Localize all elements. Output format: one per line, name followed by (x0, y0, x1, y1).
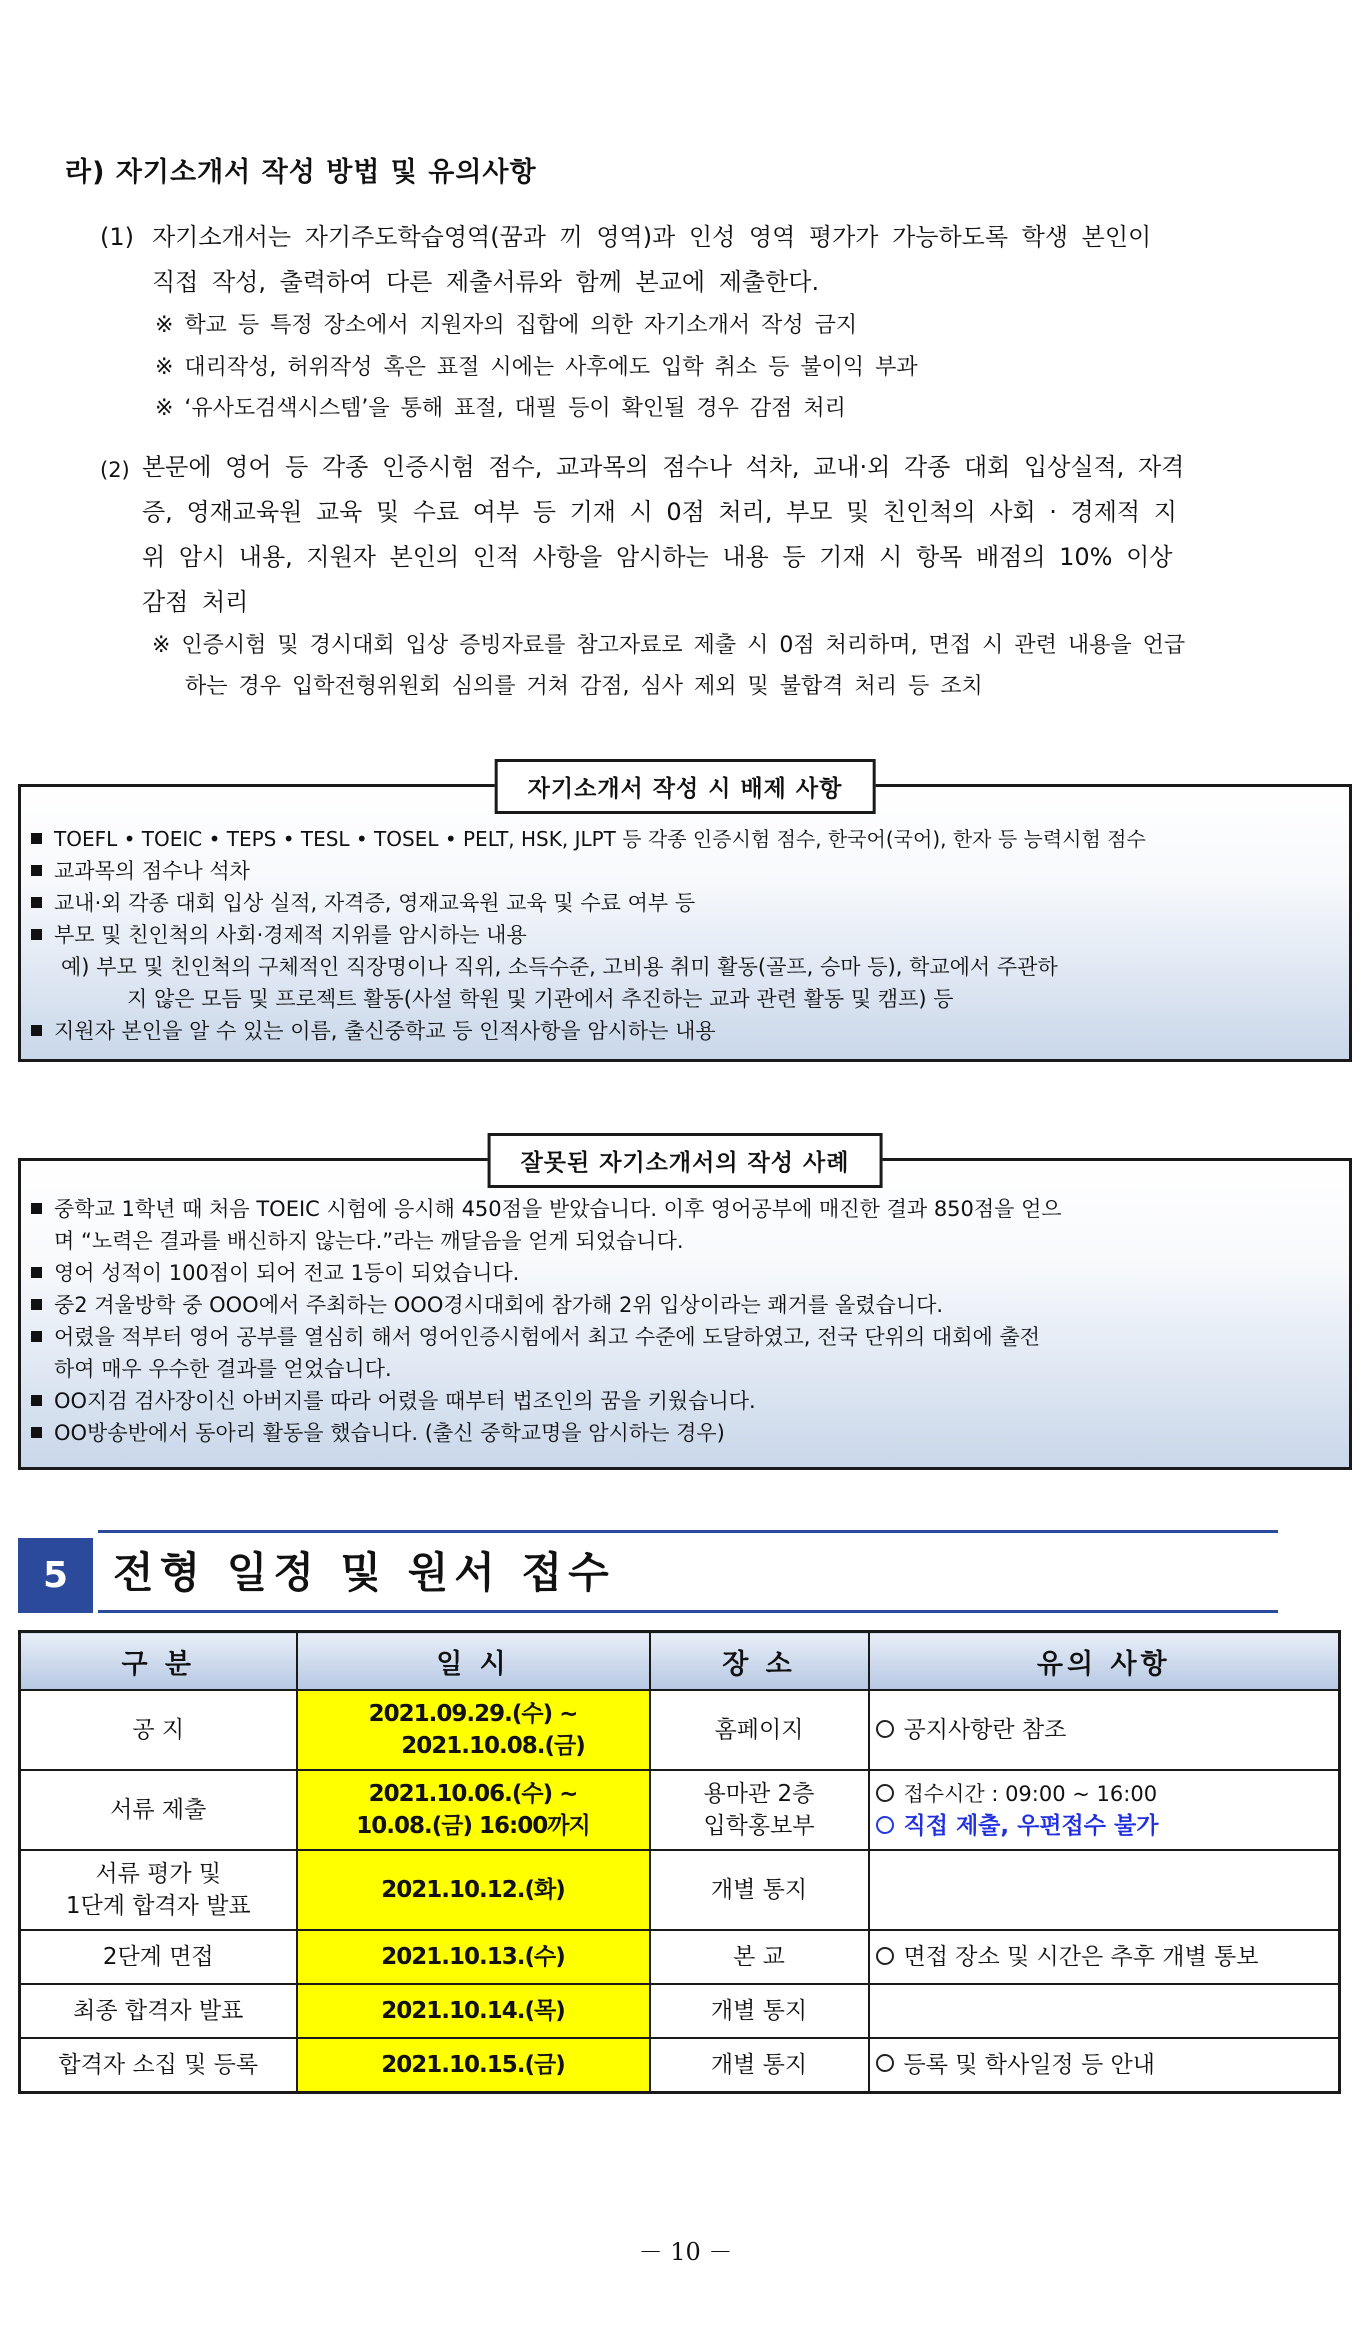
table-row (20, 1984, 1340, 2038)
bullet-square-icon (31, 1267, 42, 1278)
header-place: 장 소 (650, 1632, 869, 1691)
bullet-square-icon (31, 1203, 42, 1214)
cell-notes (869, 1984, 1340, 2038)
wrong-example-item: 중2 겨울방학 중 OOO에서 주최하는 OOO경시대회에 참가해 2위 입상이라는 쾌거를 올렸습니다. (31, 1289, 1341, 1321)
cell-place: 홈페이지 (650, 1690, 869, 1770)
wrong-example-continuation: 며 “노력은 결과를 배신하지 않는다.”라는 깨달음을 얻게 되었습니다. (54, 1229, 684, 1253)
item-1-note-2: ※ 대리작성, 허위작성 혹은 표절 시에는 사후에도 입학 취소 등 불이익 부과 (155, 355, 918, 380)
bullet-square-icon (31, 1331, 42, 1342)
cell-category: 서류 평가 및 1단계 합격자 발표 (20, 1850, 297, 1930)
cell-notes: 면접 장소 및 시간은 추후 개별 통보 (869, 1930, 1340, 1984)
bullet-square-icon (31, 897, 42, 908)
circle-bullet-icon (876, 2054, 894, 2072)
exclusion-item: 부모 및 친인척의 사회·경제적 지위를 암시하는 내용 (31, 919, 1341, 951)
circle-bullet-icon (876, 1947, 894, 1965)
section-divider (98, 1530, 1278, 1533)
cell-notes: 공지사항란 참조 (869, 1690, 1340, 1770)
cell-date: 2021.10.15.(금) (297, 2038, 650, 2092)
table-row (20, 1850, 1340, 1930)
header-notes: 유의 사항 (869, 1632, 1340, 1691)
exclusion-item: 교내·외 각종 대회 입상 실적, 자격증, 영재교육원 교육 및 수료 여부 등 (31, 887, 1341, 919)
section-divider (98, 1610, 1278, 1613)
item-2-line-1: 본문에 영어 등 각종 인증시험 점수, 교과목의 점수나 석차, 교내·외 각종 대회 입상실적, 자격 (142, 453, 1185, 481)
cell-category: 공 지 (20, 1690, 297, 1770)
table-row (20, 1770, 1340, 1850)
circle-bullet-icon (876, 1784, 894, 1802)
item-2-note-1: ※ 인증시험 및 경시대회 입상 증빙자료를 참고자료로 제출 시 0점 처리하며, 면접 시 관련 내용을 언급 (152, 633, 1186, 658)
section-number-badge: 5 (18, 1538, 93, 1613)
item-1-line-1: 자기소개서는 자기주도학습영역(꿈과 끼 영역)과 인성 영역 평가가 가능하도록 학생 본인이 (152, 223, 1152, 251)
bullet-square-icon (31, 1299, 42, 1310)
cell-notes: 등록 및 학사일정 등 안내 (869, 2038, 1340, 2092)
wrong-examples-box (18, 1150, 1352, 1470)
wrong-example-item: 어렸을 적부터 영어 공부를 열심히 해서 영어인증시험에서 최고 수준에 도달하였고, 전국 단위의 대회에 출전 (31, 1321, 1341, 1353)
cell-place: 용마관 2층 입학홍보부 (650, 1770, 869, 1850)
wrong-examples-box-title: 잘못된 자기소개서의 작성 사례 (488, 1133, 883, 1188)
table-row (20, 1690, 1340, 1770)
cell-place: 개별 통지 (650, 1984, 869, 2038)
exclusion-box (18, 776, 1352, 1062)
bullet-square-icon (31, 1427, 42, 1438)
cell-date: 2021.10.06.(수) ~ 10.08.(금) 16:00까지 (297, 1770, 650, 1850)
wrong-example-item: OO지검 검사장이신 아버지를 따라 어렸을 때부터 법조인의 꿈을 키웠습니다. (31, 1385, 1341, 1417)
item-2-note-2: 하는 경우 입학전형위원회 심의를 거쳐 감점, 심사 제외 및 불합격 처리 등 조치 (185, 674, 983, 699)
table-header-row (20, 1632, 1340, 1691)
cell-place: 본 교 (650, 1930, 869, 1984)
cell-date: 2021.10.13.(수) (297, 1930, 650, 1984)
circle-bullet-icon (876, 1816, 894, 1834)
item-2-line-2: 증, 영재교육원 교육 및 수료 여부 등 기재 시 0점 처리, 부모 및 친인척의 사회 · 경제적 지 (142, 498, 1177, 526)
item-2-line-4: 감점 처리 (142, 588, 249, 616)
cell-notes: 접수시간 : 09:00 ~ 16:00 직접 제출, 우편접수 불가 (869, 1770, 1340, 1850)
item-1-note-1: ※ 학교 등 특정 장소에서 지원자의 집합에 의한 자기소개서 작성 금지 (155, 313, 858, 338)
wrong-example-item: 중학교 1학년 때 처음 TOEIC 시험에 응시해 450점을 받았습니다. 이후 영어공부에 매진한 결과 850점을 얻으 (31, 1193, 1341, 1225)
exclusion-example-line: 예) 부모 및 친인척의 구체적인 직장명이나 직위, 소득수준, 고비용 취미 활동(골프, 승마 등), 학교에서 주관하 (61, 955, 1058, 979)
exclusion-item: 지원자 본인을 알 수 있는 이름, 출신중학교 등 인적사항을 암시하는 내용 (31, 1015, 1341, 1047)
cell-place: 개별 통지 (650, 2038, 869, 2092)
cell-category: 합격자 소집 및 등록 (20, 2038, 297, 2092)
cell-category: 서류 제출 (20, 1770, 297, 1850)
bullet-square-icon (31, 865, 42, 876)
item-2-number: (2) (100, 458, 130, 482)
bullet-square-icon (31, 1025, 42, 1036)
section-title: 전형 일정 및 원서 접수 (113, 1548, 615, 1597)
item-1-line-2: 직접 작성, 출력하여 다른 제출서류와 함께 본교에 제출한다. (152, 268, 820, 296)
bullet-square-icon (31, 1395, 42, 1406)
page-number: － 10 － (638, 2238, 733, 2266)
section-heading: 라) 자기소개서 작성 방법 및 유의사항 (65, 157, 537, 188)
bullet-square-icon (31, 929, 42, 940)
exclusion-box-title: 자기소개서 작성 시 배제 사항 (495, 759, 876, 814)
section-5-header (18, 1530, 1278, 1610)
exclusion-example-line: 지 않은 모듬 및 프로젝트 활동(사설 학원 및 기관에서 추진하는 교과 관련 활동 및 캠프) 등 (127, 987, 954, 1011)
exclusion-item: TOEFL • TOEIC • TEPS • TESL • TOSEL • PELT, HSK, JLPT 등 각종 인증시험 점수, 한국어(국어), 한자 등 능력시험 점수 (31, 823, 1341, 855)
wrong-example-continuation: 하여 매우 우수한 결과를 얻었습니다. (54, 1357, 392, 1381)
item-2-line-3: 위 암시 내용, 지원자 본인의 인적 사항을 암시하는 내용 등 기재 시 항목 배점의 10% 이상 (142, 543, 1173, 571)
cell-category: 최종 합격자 발표 (20, 1984, 297, 2038)
cell-category: 2단계 면접 (20, 1930, 297, 1984)
wrong-example-item: 영어 성적이 100점이 되어 전교 1등이 되었습니다. (31, 1257, 1341, 1289)
schedule-table (18, 1630, 1341, 2094)
table-row (20, 2038, 1340, 2092)
exclusion-item: 교과목의 점수나 석차 (31, 855, 1341, 887)
bullet-square-icon (31, 833, 42, 844)
circle-bullet-icon (876, 1720, 894, 1738)
cell-date: 2021.09.29.(수) ~ 2021.10.08.(금) (297, 1690, 650, 1770)
cell-place: 개별 통지 (650, 1850, 869, 1930)
item-1-number: (1) (100, 223, 134, 251)
header-category: 구 분 (20, 1632, 297, 1691)
wrong-example-item: OO방송반에서 동아리 활동을 했습니다. (출신 중학교명을 암시하는 경우) (31, 1417, 1341, 1449)
item-1-note-3: ※ ‘유사도검색시스템’을 통해 표절, 대필 등이 확인될 경우 감점 처리 (155, 396, 846, 421)
cell-date: 2021.10.14.(목) (297, 1984, 650, 2038)
cell-date: 2021.10.12.(화) (297, 1850, 650, 1930)
table-row (20, 1930, 1340, 1984)
header-datetime: 일 시 (297, 1632, 650, 1691)
cell-notes (869, 1850, 1340, 1930)
